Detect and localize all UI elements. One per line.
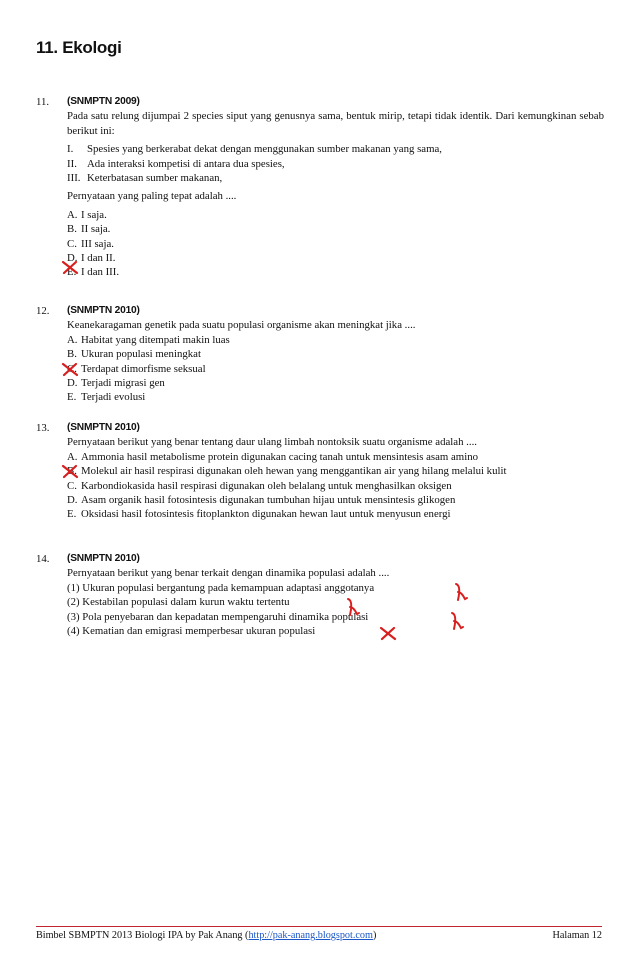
option-row [67, 464, 604, 478]
option-text: III saja. [81, 237, 114, 250]
option-row [67, 362, 604, 376]
option-text: Terjadi evolusi [81, 391, 146, 404]
option-label: A. [67, 450, 78, 463]
footer-credit [36, 930, 376, 941]
option-label: E. [67, 391, 77, 404]
question-number: 11. [36, 96, 50, 108]
option-label: C. [67, 479, 77, 492]
option-row [67, 333, 604, 347]
footer-credit-prefix: Bimbel SBMPTN 2013 Biologi IPA by Pak Anang ( [36, 930, 249, 941]
option-row [67, 376, 604, 390]
statement-label: II. [67, 157, 77, 170]
statement-row: (2) Kestabilan populasi dalam kurun waktu tertentu [67, 596, 290, 609]
question-number: 13. [36, 422, 50, 434]
option-label: E. [67, 508, 77, 521]
option-label: C. [67, 237, 77, 250]
statement-text: Ada interaksi kompetisi di antara dua spesies, [87, 157, 285, 170]
statement-row: (3) Pola penyebaran dan kepadatan mempengaruhi dinamika populasi [67, 610, 369, 623]
option-text: I dan II. [81, 252, 116, 265]
statement-row [67, 171, 604, 185]
question-text: Keanekaragaman genetik pada suatu populasi organisme akan meningkat jika .... [67, 319, 416, 332]
option-text: Terdapat dimorfisme seksual [81, 362, 206, 375]
option-row [67, 265, 604, 279]
option-label: B. [67, 348, 77, 361]
option-label: E. [67, 266, 77, 279]
option-label: D. [67, 377, 78, 390]
option-text: Ammonia hasil metabolisme protein digunakan cacing tanah untuk mensintesis asam amino [81, 450, 478, 463]
option-row [67, 237, 604, 251]
option-text: Asam organik hasil fotosintesis digunakan tumbuhan hijau untuk mensintesis glikogen [81, 494, 456, 507]
question-source: (SNMPTN 2009) [67, 96, 140, 107]
option-text: I dan III. [81, 266, 120, 279]
option-row [67, 390, 604, 404]
question-text: Pernyataan berikut yang benar tentang daur ulang limbah nontoksik suatu organisme adalah .... [67, 436, 477, 449]
question-12 [36, 304, 604, 405]
option-text: II saja. [81, 223, 111, 236]
option-row [67, 493, 604, 507]
option-text: Molekul air hasil respirasi digunakan oleh hewan yang menggantikan air yang hilang melalui kulit [81, 465, 507, 478]
question-14 [36, 552, 604, 638]
option-text: Terjadi migrasi gen [81, 377, 165, 390]
option-text: Habitat yang ditempati makin luas [81, 333, 230, 346]
option-text: Karbondiokasida hasil respirasi digunakan oleh belalang untuk menghasilkan oksigen [81, 479, 452, 492]
option-text: Oksidasi hasil fotosintesis fitoplankton digunakan hewan laut untuk menyusun energi [81, 508, 451, 521]
option-label: A. [67, 333, 78, 346]
statement-label: I. [67, 143, 74, 156]
statement-row [67, 157, 604, 171]
option-text: Ukuran populasi meningkat [81, 348, 201, 361]
option-row [67, 479, 604, 493]
page-footer [36, 926, 602, 941]
option-label: A. [67, 208, 78, 221]
option-row [67, 222, 604, 236]
statement-text: Spesies yang berkerabat dekat dengan menggunakan sumber makanan yang sama, [87, 143, 442, 156]
page-number: Halaman 12 [552, 930, 602, 941]
question-source: (SNMPTN 2010) [67, 422, 140, 433]
option-row [67, 251, 604, 265]
option-text: I saja. [81, 208, 107, 221]
question-prompt: Pernyataan yang paling tepat adalah .... [67, 190, 237, 203]
question-number: 12. [36, 305, 50, 317]
option-row [67, 450, 604, 464]
question-11 [36, 95, 604, 280]
question-13 [36, 421, 604, 522]
footer-credit-suffix: ) [372, 930, 377, 941]
statement-text: Keterbatasan sumber makanan, [87, 172, 223, 185]
question-text: Pada satu relung dijumpai 2 species siput yang genusnya sama, bentuk mirip, tetapi tidak identik. Dari kemungkinan sebab berikut ini: [67, 110, 604, 137]
option-label: D. [67, 494, 78, 507]
option-row [67, 347, 604, 361]
option-label: B. [67, 465, 77, 478]
option-label: B. [67, 223, 77, 236]
statement-row: (4) Kematian dan emigrasi memperbesar ukuran populasi [67, 625, 316, 638]
question-source: (SNMPTN 2010) [67, 305, 140, 316]
statement-row [67, 142, 604, 156]
option-row [67, 507, 604, 521]
statement-row: (1) Ukuran populasi bergantung pada kemampuan adaptasi anggotanya [67, 581, 375, 594]
footer-link[interactable]: http://pak-anang.blogspot.com [248, 930, 373, 941]
option-row [67, 208, 604, 222]
question-text: Pernyataan berikut yang benar terkait dengan dinamika populasi adalah .... [67, 567, 390, 580]
question-source: (SNMPTN 2010) [67, 553, 140, 564]
statement-label: III. [67, 172, 81, 185]
question-number: 14. [36, 553, 50, 565]
option-label: D. [67, 252, 78, 265]
section-title: 11. Ekologi [36, 38, 122, 57]
option-label: C. [67, 362, 77, 375]
